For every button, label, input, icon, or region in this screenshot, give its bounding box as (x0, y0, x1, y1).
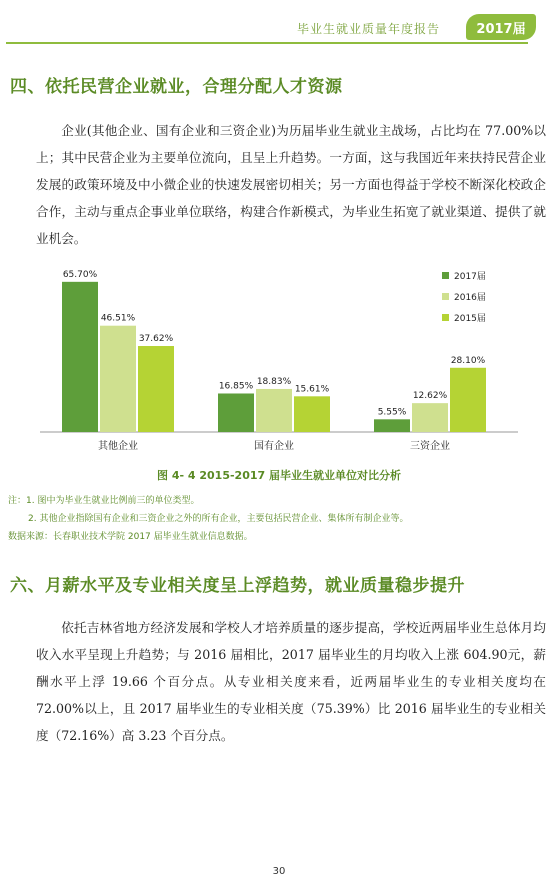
bar-1-2 (294, 396, 330, 432)
bar-2-0 (374, 419, 410, 432)
legend-swatch-2 (442, 314, 449, 321)
employer-comparison-chart (30, 262, 530, 462)
category-label-0: 其他企业 (98, 441, 138, 452)
data-label-0-1: 46.51% (100, 313, 136, 324)
chart-notes (8, 492, 408, 546)
chart-caption: 图 4- 4 2015-2017 届毕业生就业单位对比分析 (157, 469, 401, 482)
note-2: 2. 其他企业指除国有企业和三资企业之外的所有企业，主要包括民营企业、集体所有制企业等。 (28, 514, 409, 524)
legend-label-2: 2015届 (454, 314, 486, 324)
category-label-2: 三资企业 (410, 441, 450, 452)
section-title-salary: 六、月薪水平及专业相关度呈上浮趋势，就业质量稳步提升 (10, 576, 465, 596)
bar-0-1 (100, 326, 136, 432)
bar-2-2 (450, 368, 486, 432)
data-label-1-1: 18.83% (256, 376, 292, 387)
bar-0-2 (138, 346, 174, 432)
paragraph-salary: 依托吉林省地方经济发展和学校人才培养质量的逐步提高，学校近两届毕业生总体月均收入水平呈现上升趋势；与 2016 届相比，2017 届毕业生的月均收入上涨 604.90元，薪酬水平上浮 19.66 个百分点。从专业相关度来看，近两届毕业生的专业相关度均在 72.00%以上，且 2017 届毕业生的专业相关度（75.39%）比 2016 届毕业生的专业相关度（72.16%）高 3.23 个百分点。 (36, 620, 546, 743)
data-label-2-2: 28.10% (450, 355, 486, 366)
header-title: 毕业生就业质量年度报告 (296, 22, 440, 36)
bar-1-1 (256, 389, 292, 432)
legend-swatch-1 (442, 293, 449, 300)
paragraph-private-enterprise: 企业(其他企业、国有企业和三资企业)为历届毕业生就业主战场，占比均在 77.00%以上；其中民营企业为主要单位流向，且呈上升趋势。一方面，这与我国近年来扶持民营企业发展的政策环境及中小微企业的快速发展密切相关；另一方面也得益于学校不断深化校政企合作，主动与重点企事业单位联络，构建合作新模式，为毕业生拓宽了就业渠道、提供了就业机会。 (36, 123, 546, 246)
bar-0-0 (62, 282, 98, 432)
data-label-0-0: 65.70% (62, 269, 98, 280)
year-badge: 2017届 (466, 14, 536, 40)
data-label-1-2: 15.61% (294, 384, 330, 395)
data-label-2-0: 5.55% (377, 407, 407, 418)
note-1: 注：1. 图中为毕业生就业比例前三的单位类型。 (8, 496, 200, 506)
category-label-1: 国有企业 (254, 441, 294, 452)
data-label-2-1: 12.62% (412, 391, 448, 402)
data-label-0-2: 37.62% (138, 334, 174, 345)
data-label-1-0: 16.85% (218, 381, 254, 392)
legend-label-0: 2017届 (454, 272, 486, 282)
page-number: 30 (272, 866, 286, 877)
data-source: 数据来源：长春职业技术学院 2017 届毕业生就业信息数据。 (8, 532, 253, 542)
legend-swatch-0 (442, 272, 449, 279)
legend-label-1: 2016届 (454, 293, 486, 303)
section-title-private-enterprise: 四、依托民营企业就业，合理分配人才资源 (10, 77, 343, 97)
bar-2-1 (412, 403, 448, 432)
bar-1-0 (218, 393, 254, 432)
header-divider (6, 42, 528, 44)
